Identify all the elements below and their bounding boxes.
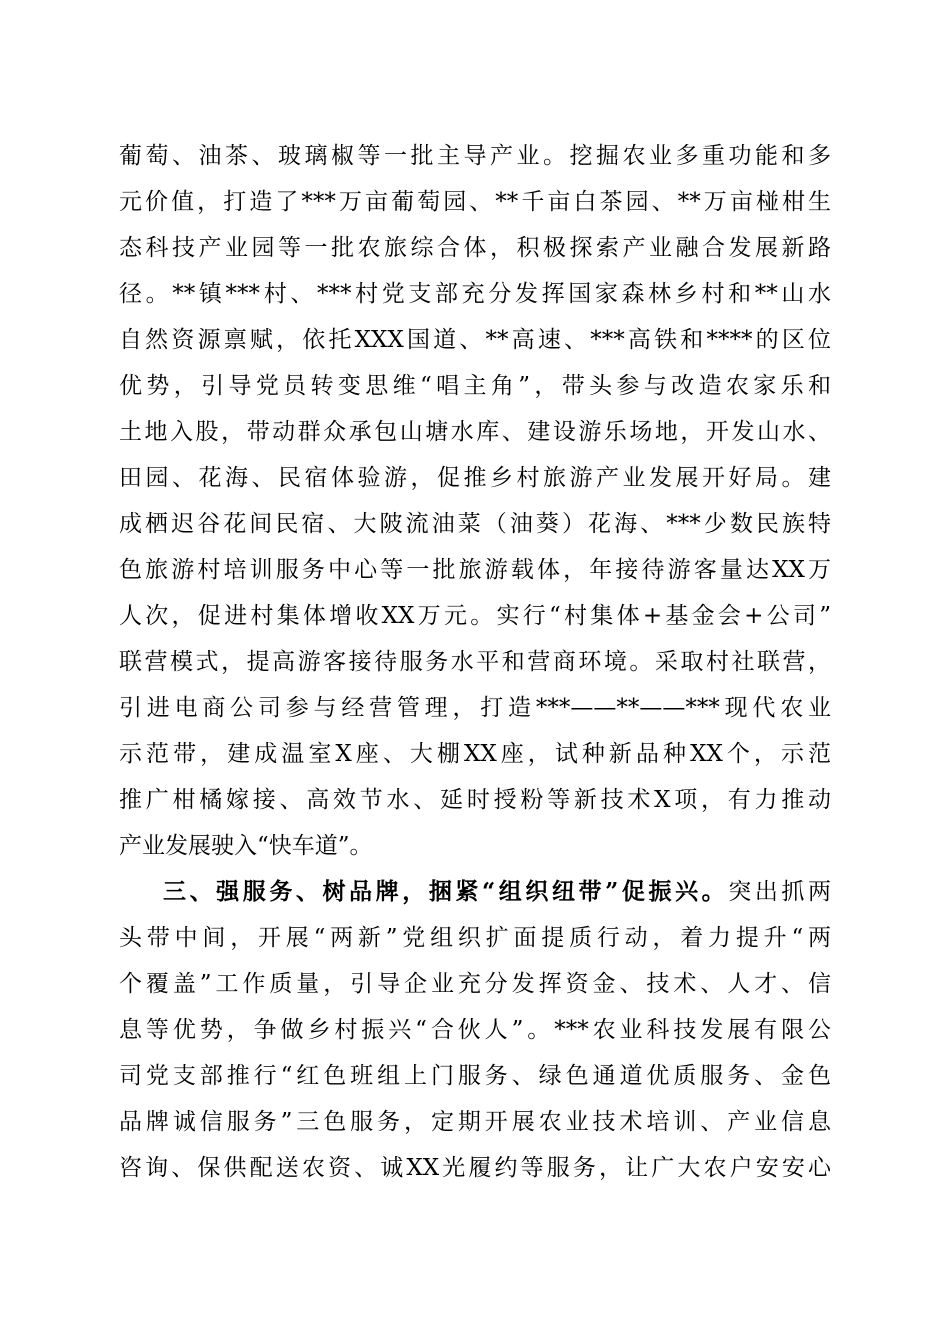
text-line: 联营模式，提高游客接待服务水平和营商环境。采取村社联营， <box>119 649 831 675</box>
text-line: 人次，促进村集体增收XX万元。实行“村集体+基金会+公司” <box>119 603 831 629</box>
text-line: 咨询、保供配送农资、诚XX光履约等服务，让广大农户安安心 <box>119 1155 831 1181</box>
text-line: 色旅游村培训服务中心等一批旅游载体，年接待游客量达XX万 <box>119 557 831 583</box>
section-heading: 三、强服务、树品牌，捆紧“组织纽带”促振兴。 <box>163 878 729 905</box>
text-line: 头带中间，开展“两新”党组织扩面提质行动，着力提升“两 <box>119 925 831 951</box>
text-line: 自然资源禀赋，依托XXX国道、**高速、***高铁和****的区位 <box>119 327 831 353</box>
text-line: 径。**镇***村、***村党支部充分发挥国家森林乡村和**山水 <box>119 281 831 307</box>
text-line: 品牌诚信服务”三色服务，定期开展农业技术培训、产业信息 <box>119 1109 831 1135</box>
text-line: 个覆盖”工作质量，引导企业充分发挥资金、技术、人才、信 <box>119 971 831 997</box>
text-line: 示范带，建成温室X座、大棚XX座，试种新品种XX个，示范 <box>119 741 831 767</box>
text-line: 田园、花海、民宿体验游，促推乡村旅游产业发展开好局。建 <box>119 465 831 491</box>
text-line: 态科技产业园等一批农旅综合体，积极探索产业融合发展新路 <box>119 235 831 261</box>
text-line: 葡萄、油茶、玻璃椒等一批主导产业。挖掘农业多重功能和多 <box>119 143 831 169</box>
text-line: 引进电商公司参与经营管理，打造***——**——***现代农业 <box>119 695 831 721</box>
text-line: 元价值，打造了***万亩葡萄园、**千亩白茶园、**万亩椪柑生 <box>119 189 831 215</box>
text-line: 推广柑橘嫁接、高效节水、延时授粉等新技术X项，有力推动 <box>119 787 831 813</box>
section-heading-line <box>163 869 831 915</box>
text-span: 突出抓两 <box>728 879 831 905</box>
text-line: 产业发展驶入“快车道”。 <box>119 833 373 859</box>
text-line: 优势，引导党员转变思维“唱主角”，带头参与改造农家乐和 <box>119 373 831 399</box>
text-line: 司党支部推行“红色班组上门服务、绿色通道优质服务、金色 <box>119 1063 831 1089</box>
text-line: 土地入股，带动群众承包山塘水库、建设游乐场地，开发山水、 <box>119 419 831 445</box>
text-line: 息等优势，争做乡村振兴“合伙人”。***农业科技发展有限公 <box>119 1017 831 1043</box>
text-line: 成栖迟谷花间民宿、大陂流油菜（油葵）花海、***少数民族特 <box>119 511 831 537</box>
